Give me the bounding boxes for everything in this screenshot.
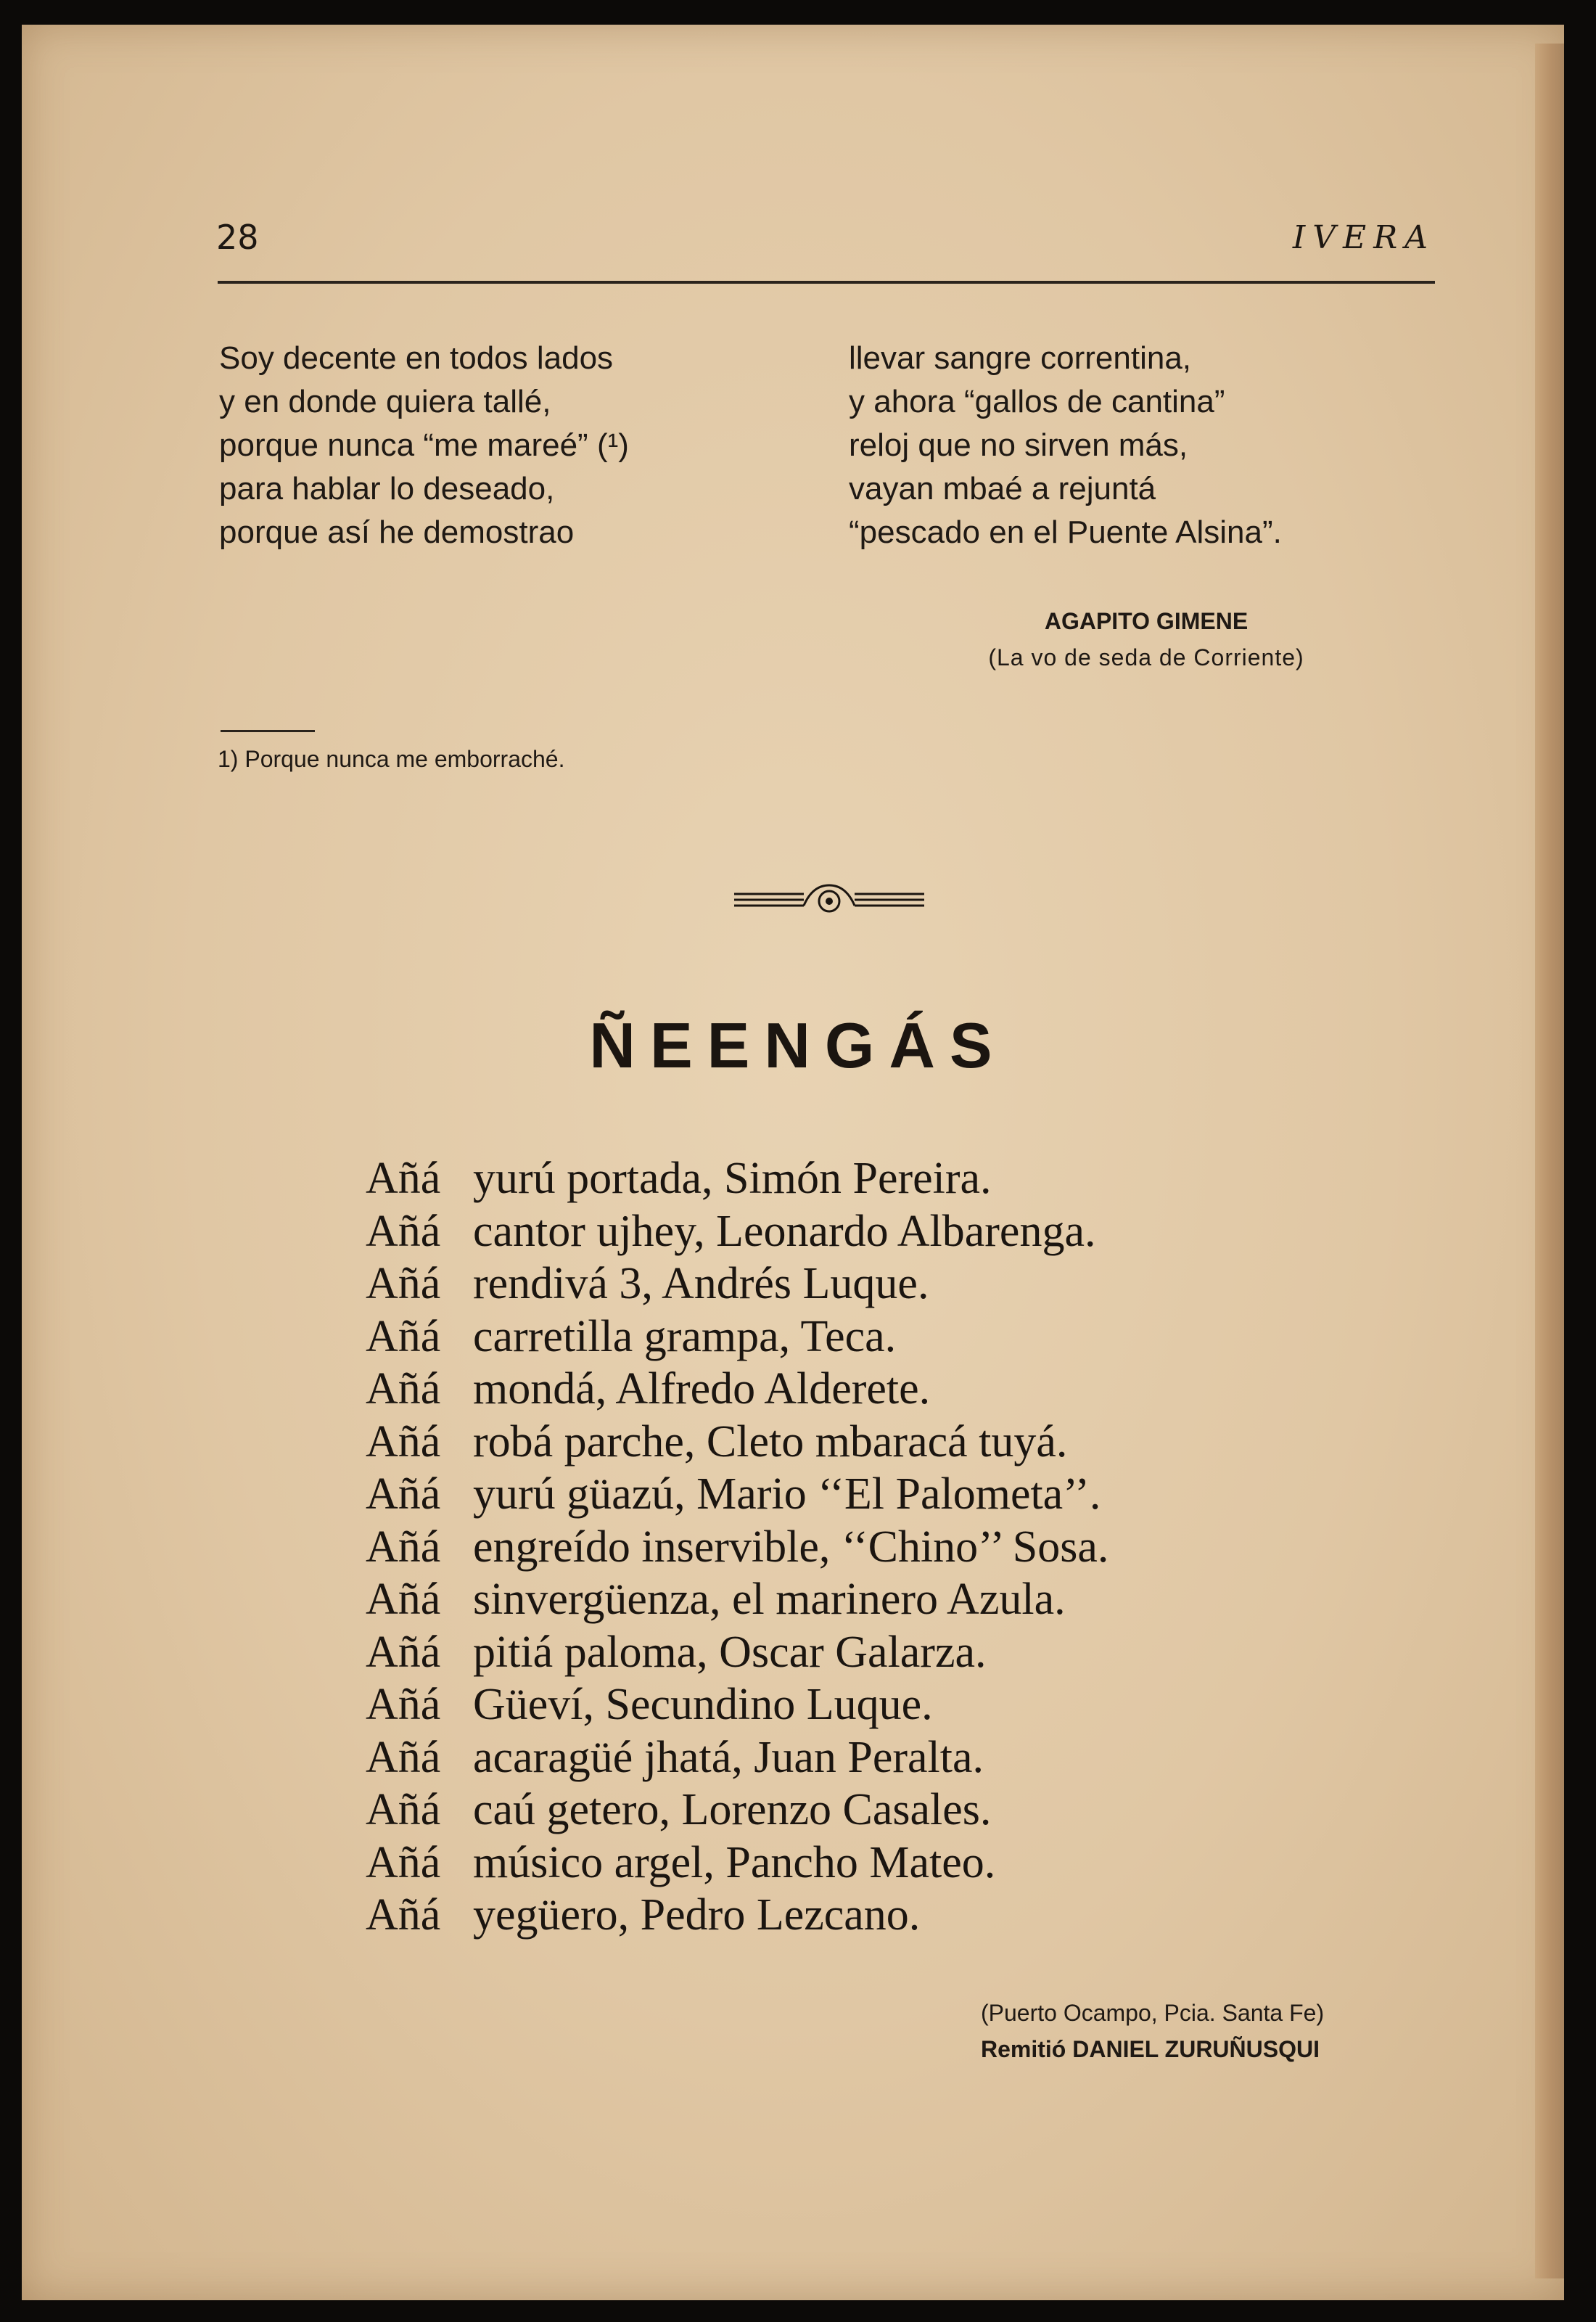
- header-rule: [218, 281, 1435, 284]
- poem-line: para hablar lo deseado,: [219, 471, 555, 506]
- poem-line: y ahora “gallos de cantina”: [849, 384, 1225, 419]
- list-prefix: Añá: [366, 1522, 441, 1572]
- list-prefix: Añá: [366, 1206, 441, 1256]
- list-item: [366, 1784, 1108, 1837]
- list-prefix: Añá: [366, 1627, 441, 1677]
- poem-line: vayan mbaé a rejuntá: [849, 471, 1156, 506]
- poem-author-note: (La vo de seda de Corriente): [988, 644, 1304, 670]
- list-prefix: Añá: [366, 1732, 441, 1782]
- list-item: [366, 1152, 1108, 1205]
- list-item: [366, 1521, 1108, 1574]
- section-title: ÑEENGÁS: [589, 1009, 1007, 1081]
- list-item: [366, 1678, 1108, 1731]
- list-item: [366, 1310, 1108, 1363]
- list-text: acaragüé jhatá, Juan Peralta.: [473, 1732, 984, 1782]
- list-text: cantor ujhey, Leonardo Albarenga.: [473, 1206, 1096, 1256]
- list-prefix: Añá: [366, 1311, 441, 1361]
- running-title: IVERA: [1292, 219, 1435, 256]
- poem-line: Soy decente en todos lados: [219, 340, 614, 376]
- aña-list: [366, 1152, 1108, 1942]
- footnote-rule: [221, 730, 315, 732]
- list-prefix: Añá: [366, 1259, 441, 1308]
- list-text: Güeví, Secundino Luque.: [473, 1680, 933, 1729]
- list-item: [366, 1416, 1108, 1469]
- list-text: yegüero, Pedro Lezcano.: [473, 1890, 921, 1940]
- list-text: carretilla grampa, Teca.: [473, 1311, 897, 1361]
- list-prefix: Añá: [366, 1680, 441, 1729]
- list-item: [366, 1626, 1108, 1679]
- poem-right-stanza: [849, 337, 1429, 554]
- list-prefix: Añá: [366, 1837, 441, 1887]
- list-item: [366, 1468, 1108, 1521]
- poem-line: “pescado en el Puente Alsina”.: [849, 514, 1282, 550]
- list-item: [366, 1205, 1108, 1258]
- list-prefix: Añá: [366, 1154, 441, 1203]
- page-edge: [1535, 44, 1564, 2278]
- list-item: [366, 1889, 1108, 1942]
- list-text: robá parche, Cleto mbaracá tuyá.: [473, 1416, 1068, 1466]
- list-text: mondá, Alfredo Alderete.: [473, 1364, 931, 1414]
- list-text: yurú portada, Simón Pereira.: [473, 1154, 992, 1203]
- poem-line: porque así he demostrao: [219, 514, 575, 550]
- poem-line: y en donde quiera tallé,: [219, 384, 551, 419]
- poem-left-stanza: [219, 337, 770, 554]
- footnote-marker: (¹): [596, 427, 629, 463]
- credit-place: (Puerto Ocampo, Pcia. Santa Fe): [981, 2000, 1325, 2026]
- poem-line: llevar sangre correntina,: [849, 340, 1192, 376]
- list-prefix: Añá: [366, 1890, 441, 1940]
- page-number: 28: [216, 218, 259, 257]
- list-text: yurú güazú, Mario ‘‘El Palometa’’.: [473, 1469, 1101, 1519]
- list-text: engreído inservible, ‘‘Chino’’ Sosa.: [473, 1522, 1109, 1572]
- list-item: [366, 1731, 1108, 1784]
- footnote: 1) Porque nunca me emborraché.: [218, 746, 565, 772]
- poem-author: AGAPITO GIMENE: [1044, 608, 1249, 634]
- list-text: caú getero, Lorenzo Casales.: [473, 1785, 992, 1834]
- list-text: pitiá paloma, Oscar Galarza.: [473, 1627, 987, 1677]
- list-prefix: Añá: [366, 1469, 441, 1519]
- poem-line: reloj que no sirven más,: [849, 427, 1188, 463]
- poem-line-text: porque nunca “me mareé”: [219, 427, 588, 463]
- list-item: [366, 1573, 1108, 1626]
- list-prefix: Añá: [366, 1364, 441, 1414]
- list-prefix: Añá: [366, 1575, 441, 1624]
- list-prefix: Añá: [366, 1785, 441, 1834]
- list-text: sinvergüenza, el marinero Azula.: [473, 1575, 1066, 1624]
- list-text: músico argel, Pancho Mateo.: [473, 1837, 996, 1887]
- list-item: [366, 1837, 1108, 1890]
- list-item: [366, 1363, 1108, 1416]
- list-item: [366, 1258, 1108, 1310]
- ornament-divider-icon: [731, 878, 927, 922]
- credit-sender: Remitió DANIEL ZURUÑUSQUI: [981, 2036, 1320, 2062]
- page-header: [216, 218, 1435, 268]
- list-prefix: Añá: [366, 1416, 441, 1466]
- list-text: rendivá 3, Andrés Luque.: [473, 1259, 929, 1308]
- poem-line: [219, 424, 770, 467]
